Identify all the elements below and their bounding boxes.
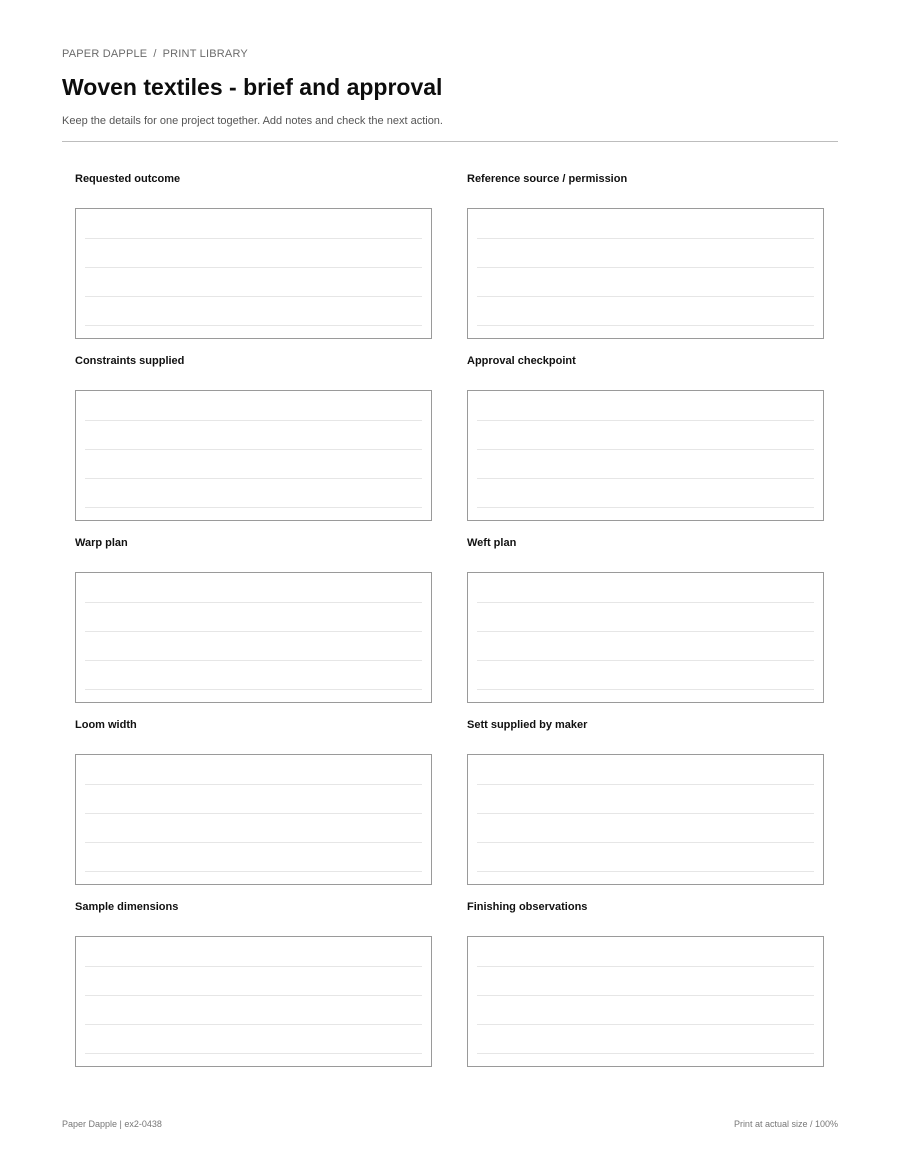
writing-line (477, 660, 814, 661)
writing-line (477, 325, 814, 326)
writing-line (85, 1053, 422, 1054)
notes-box[interactable] (75, 754, 432, 885)
breadcrumb (62, 48, 248, 60)
writing-line (85, 631, 422, 632)
writing-line (477, 420, 814, 421)
writing-line (477, 842, 814, 843)
writing-line (477, 813, 814, 814)
writing-line (85, 813, 422, 814)
field-label: Constraints supplied (75, 355, 185, 367)
field-label: Weft plan (467, 537, 517, 549)
footer-print-note: Print at actual size / 100% (733, 1119, 838, 1129)
writing-line (477, 995, 814, 996)
field-label: Requested outcome (75, 173, 181, 185)
field-label: Sett supplied by maker (467, 719, 588, 731)
notes-box[interactable] (467, 572, 824, 703)
writing-line (85, 784, 422, 785)
writing-line (85, 842, 422, 843)
writing-line (477, 966, 814, 967)
field-label: Reference source / permission (467, 173, 628, 185)
page-subtitle: Keep the details for one project together. Add notes and check the next action. (62, 115, 443, 127)
notes-box[interactable] (467, 754, 824, 885)
writing-line (477, 1024, 814, 1025)
writing-line (85, 507, 422, 508)
writing-line (477, 478, 814, 479)
writing-line (477, 602, 814, 603)
writing-line (477, 507, 814, 508)
writing-line (477, 871, 814, 872)
field-label: Sample dimensions (75, 901, 179, 913)
writing-line (477, 238, 814, 239)
writing-line (85, 966, 422, 967)
writing-line (477, 267, 814, 268)
writing-line (85, 1024, 422, 1025)
writing-line (85, 660, 422, 661)
writing-line (85, 267, 422, 268)
notes-box[interactable] (467, 208, 824, 339)
field-label: Finishing observations (467, 901, 588, 913)
writing-line (85, 689, 422, 690)
header-divider (62, 141, 838, 142)
breadcrumb-separator: / (153, 48, 157, 60)
footer-document-id: Paper Dapple | ex2-0438 (62, 1119, 162, 1129)
writing-line (85, 871, 422, 872)
writing-line (85, 296, 422, 297)
writing-line (85, 449, 422, 450)
writing-line (477, 1053, 814, 1054)
field-label: Loom width (75, 719, 137, 731)
notes-box[interactable] (75, 572, 432, 703)
writing-line (477, 296, 814, 297)
field-label: Warp plan (75, 537, 128, 549)
breadcrumb-page: PRINT LIBRARY (162, 48, 248, 60)
writing-line (85, 478, 422, 479)
writing-line (85, 325, 422, 326)
writing-line (85, 420, 422, 421)
notes-box[interactable] (75, 390, 432, 521)
notes-box[interactable] (75, 936, 432, 1067)
writing-line (477, 449, 814, 450)
notes-box[interactable] (467, 390, 824, 521)
writing-line (477, 689, 814, 690)
writing-line (477, 784, 814, 785)
writing-line (85, 602, 422, 603)
writing-line (477, 631, 814, 632)
page-title: Woven textiles - brief and approval (62, 74, 443, 100)
notes-box[interactable] (75, 208, 432, 339)
breadcrumb-section: PAPER DAPPLE (62, 48, 148, 60)
field-label: Approval checkpoint (467, 355, 576, 367)
writing-line (85, 238, 422, 239)
notes-box[interactable] (467, 936, 824, 1067)
writing-line (85, 995, 422, 996)
